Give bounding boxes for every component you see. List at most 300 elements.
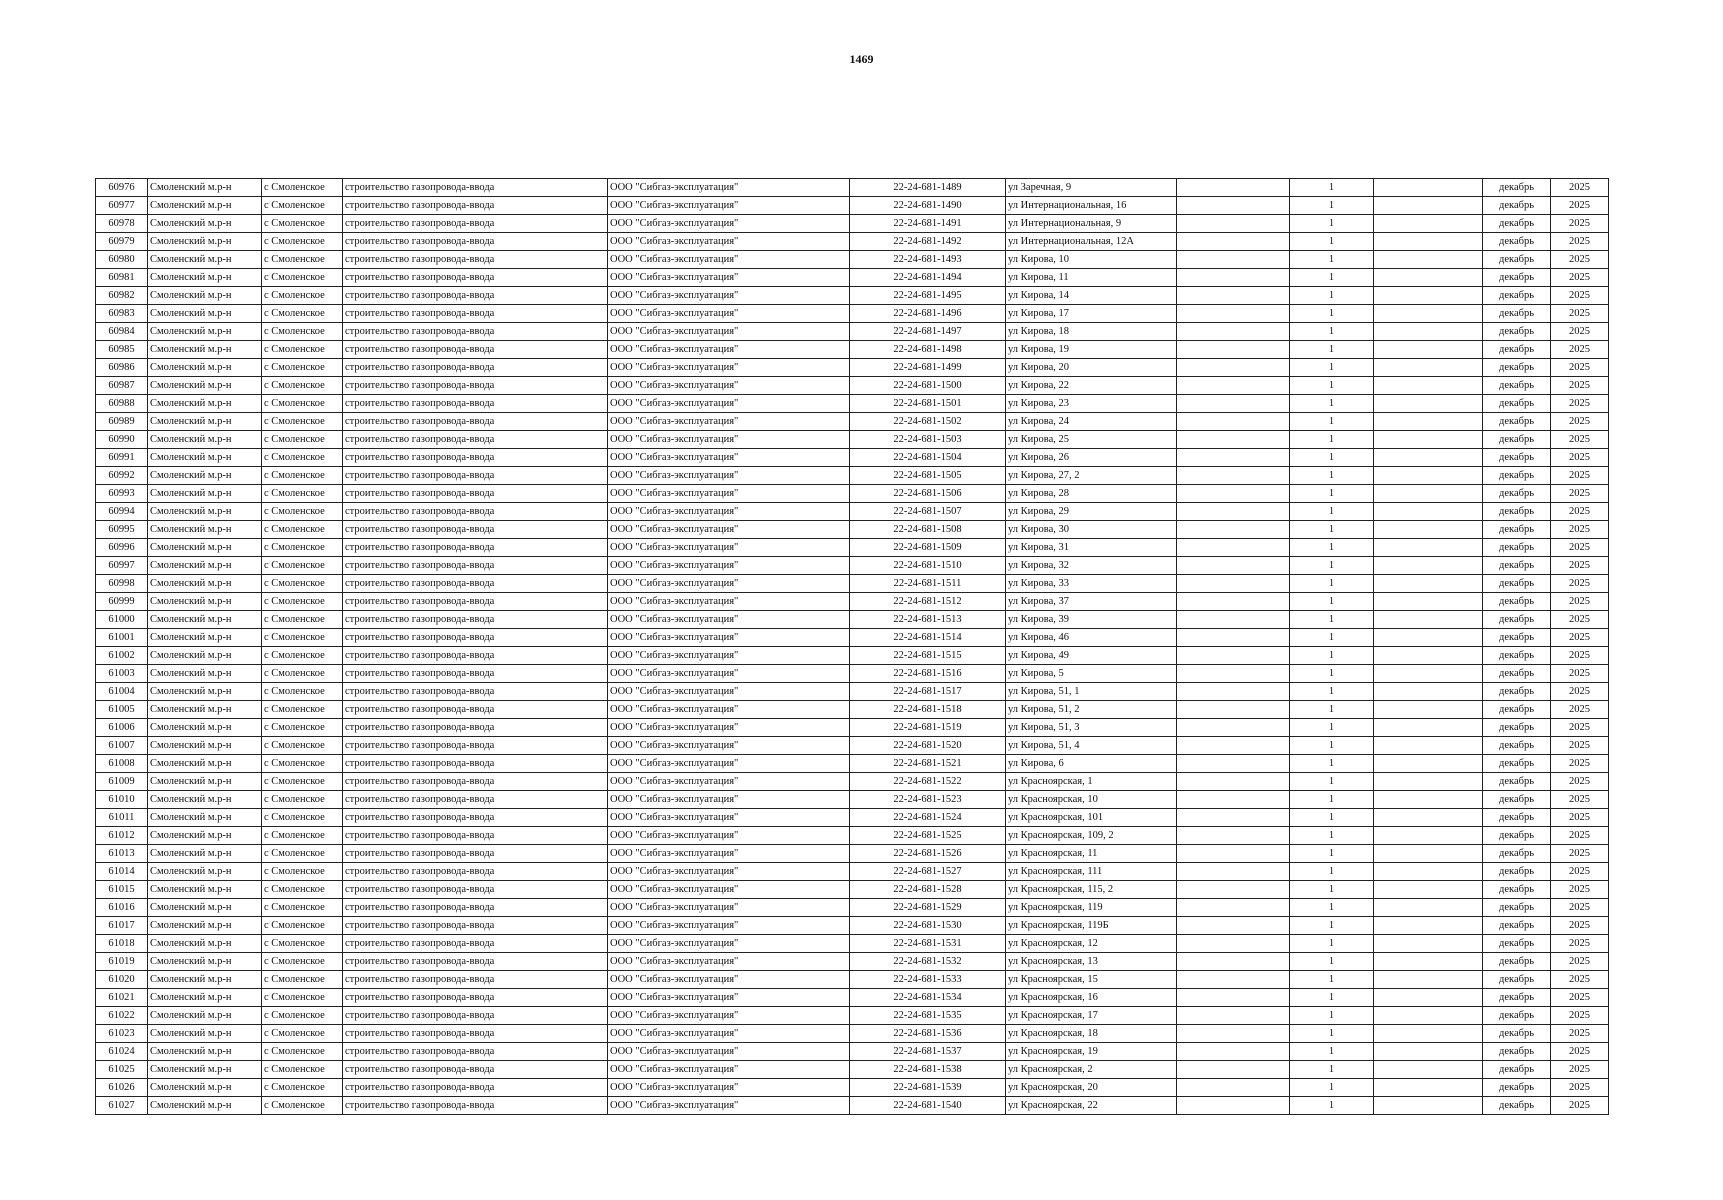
- address-cell: ул Кирова, 51, 2: [1006, 701, 1177, 719]
- district-cell: Смоленский м.р-н: [148, 1007, 262, 1025]
- note-cell: [1374, 773, 1483, 791]
- organization-cell: ООО "Сибгаз-эксплуатация": [608, 647, 850, 665]
- month-cell: декабрь: [1483, 701, 1551, 719]
- district-cell: Смоленский м.р-н: [148, 395, 262, 413]
- work-type-cell: строительство газопровода-ввода: [343, 449, 608, 467]
- extra-cell: [1177, 215, 1290, 233]
- organization-cell: ООО "Сибгаз-эксплуатация": [608, 953, 850, 971]
- extra-cell: [1177, 539, 1290, 557]
- organization-cell: ООО "Сибгаз-эксплуатация": [608, 431, 850, 449]
- district-cell: Смоленский м.р-н: [148, 989, 262, 1007]
- page-number: 1469: [849, 52, 874, 66]
- organization-cell: ООО "Сибгаз-эксплуатация": [608, 755, 850, 773]
- table-row: [96, 1061, 1609, 1079]
- object-code-cell: 22-24-681-1514: [850, 629, 1006, 647]
- work-type-cell: строительство газопровода-ввода: [343, 521, 608, 539]
- organization-cell: ООО "Сибгаз-эксплуатация": [608, 665, 850, 683]
- settlement-cell: с Смоленское: [262, 935, 343, 953]
- organization-cell: ООО "Сибгаз-эксплуатация": [608, 269, 850, 287]
- note-cell: [1374, 809, 1483, 827]
- work-type-cell: строительство газопровода-ввода: [343, 791, 608, 809]
- address-cell: ул Красноярская, 12: [1006, 935, 1177, 953]
- extra-cell: [1177, 305, 1290, 323]
- month-cell: декабрь: [1483, 575, 1551, 593]
- settlement-cell: с Смоленское: [262, 1079, 343, 1097]
- organization-cell: ООО "Сибгаз-эксплуатация": [608, 557, 850, 575]
- settlement-cell: с Смоленское: [262, 521, 343, 539]
- year-cell: 2025: [1551, 449, 1609, 467]
- settlement-cell: с Смоленское: [262, 737, 343, 755]
- district-cell: Смоленский м.р-н: [148, 593, 262, 611]
- settlement-cell: с Смоленское: [262, 197, 343, 215]
- address-cell: ул Красноярская, 10: [1006, 791, 1177, 809]
- object-code-cell: 22-24-681-1522: [850, 773, 1006, 791]
- organization-cell: ООО "Сибгаз-эксплуатация": [608, 899, 850, 917]
- month-cell: декабрь: [1483, 971, 1551, 989]
- object-code-cell: 22-24-681-1532: [850, 953, 1006, 971]
- year-cell: 2025: [1551, 809, 1609, 827]
- organization-cell: ООО "Сибгаз-эксплуатация": [608, 341, 850, 359]
- extra-cell: [1177, 485, 1290, 503]
- month-cell: декабрь: [1483, 197, 1551, 215]
- address-cell: ул Кирова, 10: [1006, 251, 1177, 269]
- table-row: [96, 1079, 1609, 1097]
- note-cell: [1374, 575, 1483, 593]
- note-cell: [1374, 899, 1483, 917]
- row-number-cell: 61022: [96, 1007, 148, 1025]
- district-cell: Смоленский м.р-н: [148, 971, 262, 989]
- district-cell: Смоленский м.р-н: [148, 719, 262, 737]
- quantity-cell: 1: [1290, 287, 1374, 305]
- note-cell: [1374, 683, 1483, 701]
- settlement-cell: с Смоленское: [262, 1061, 343, 1079]
- year-cell: 2025: [1551, 179, 1609, 197]
- year-cell: 2025: [1551, 611, 1609, 629]
- row-number-cell: 61026: [96, 1079, 148, 1097]
- settlement-cell: с Смоленское: [262, 413, 343, 431]
- row-number-cell: 60977: [96, 197, 148, 215]
- work-type-cell: строительство газопровода-ввода: [343, 629, 608, 647]
- work-type-cell: строительство газопровода-ввода: [343, 215, 608, 233]
- year-cell: 2025: [1551, 557, 1609, 575]
- settlement-cell: с Смоленское: [262, 431, 343, 449]
- note-cell: [1374, 1007, 1483, 1025]
- settlement-cell: с Смоленское: [262, 215, 343, 233]
- settlement-cell: с Смоленское: [262, 611, 343, 629]
- month-cell: декабрь: [1483, 359, 1551, 377]
- work-type-cell: строительство газопровода-ввода: [343, 881, 608, 899]
- row-number-cell: 61017: [96, 917, 148, 935]
- address-cell: ул Красноярская, 119: [1006, 899, 1177, 917]
- month-cell: декабрь: [1483, 323, 1551, 341]
- month-cell: декабрь: [1483, 431, 1551, 449]
- table-row: [96, 539, 1609, 557]
- district-cell: Смоленский м.р-н: [148, 845, 262, 863]
- settlement-cell: с Смоленское: [262, 377, 343, 395]
- month-cell: декабрь: [1483, 1007, 1551, 1025]
- table-row: [96, 449, 1609, 467]
- address-cell: ул Красноярская, 16: [1006, 989, 1177, 1007]
- quantity-cell: 1: [1290, 935, 1374, 953]
- note-cell: [1374, 449, 1483, 467]
- table-row: [96, 773, 1609, 791]
- settlement-cell: с Смоленское: [262, 989, 343, 1007]
- quantity-cell: 1: [1290, 863, 1374, 881]
- district-cell: Смоленский м.р-н: [148, 827, 262, 845]
- month-cell: декабрь: [1483, 179, 1551, 197]
- work-type-cell: строительство газопровода-ввода: [343, 809, 608, 827]
- table-row: [96, 197, 1609, 215]
- month-cell: декабрь: [1483, 539, 1551, 557]
- extra-cell: [1177, 953, 1290, 971]
- work-type-cell: строительство газопровода-ввода: [343, 1025, 608, 1043]
- row-number-cell: 60992: [96, 467, 148, 485]
- organization-cell: ООО "Сибгаз-эксплуатация": [608, 233, 850, 251]
- extra-cell: [1177, 755, 1290, 773]
- row-number-cell: 60981: [96, 269, 148, 287]
- settlement-cell: с Смоленское: [262, 647, 343, 665]
- note-cell: [1374, 467, 1483, 485]
- organization-cell: ООО "Сибгаз-эксплуатация": [608, 305, 850, 323]
- quantity-cell: 1: [1290, 377, 1374, 395]
- quantity-cell: 1: [1290, 827, 1374, 845]
- row-number-cell: 60979: [96, 233, 148, 251]
- row-number-cell: 61009: [96, 773, 148, 791]
- object-code-cell: 22-24-681-1490: [850, 197, 1006, 215]
- year-cell: 2025: [1551, 197, 1609, 215]
- object-code-cell: 22-24-681-1515: [850, 647, 1006, 665]
- address-cell: ул Интернациональная, 9: [1006, 215, 1177, 233]
- organization-cell: ООО "Сибгаз-эксплуатация": [608, 1025, 850, 1043]
- table-row: [96, 737, 1609, 755]
- address-cell: ул Кирова, 14: [1006, 287, 1177, 305]
- quantity-cell: 1: [1290, 737, 1374, 755]
- register-table: [95, 178, 1609, 1115]
- month-cell: декабрь: [1483, 935, 1551, 953]
- table-row: [96, 467, 1609, 485]
- object-code-cell: 22-24-681-1492: [850, 233, 1006, 251]
- organization-cell: ООО "Сибгаз-эксплуатация": [608, 737, 850, 755]
- quantity-cell: 1: [1290, 539, 1374, 557]
- year-cell: 2025: [1551, 971, 1609, 989]
- extra-cell: [1177, 899, 1290, 917]
- address-cell: ул Кирова, 51, 4: [1006, 737, 1177, 755]
- address-cell: ул Кирова, 6: [1006, 755, 1177, 773]
- object-code-cell: 22-24-681-1539: [850, 1079, 1006, 1097]
- district-cell: Смоленский м.р-н: [148, 863, 262, 881]
- row-number-cell: 61001: [96, 629, 148, 647]
- table-row: [96, 413, 1609, 431]
- work-type-cell: строительство газопровода-ввода: [343, 647, 608, 665]
- work-type-cell: строительство газопровода-ввода: [343, 503, 608, 521]
- object-code-cell: 22-24-681-1530: [850, 917, 1006, 935]
- table-row: [96, 431, 1609, 449]
- extra-cell: [1177, 557, 1290, 575]
- district-cell: Смоленский м.р-н: [148, 1061, 262, 1079]
- year-cell: 2025: [1551, 431, 1609, 449]
- extra-cell: [1177, 773, 1290, 791]
- organization-cell: ООО "Сибгаз-эксплуатация": [608, 863, 850, 881]
- object-code-cell: 22-24-681-1538: [850, 1061, 1006, 1079]
- address-cell: ул Красноярская, 17: [1006, 1007, 1177, 1025]
- address-cell: ул Кирова, 32: [1006, 557, 1177, 575]
- month-cell: декабрь: [1483, 215, 1551, 233]
- organization-cell: ООО "Сибгаз-эксплуатация": [608, 287, 850, 305]
- object-code-cell: 22-24-681-1513: [850, 611, 1006, 629]
- organization-cell: ООО "Сибгаз-эксплуатация": [608, 791, 850, 809]
- district-cell: Смоленский м.р-н: [148, 377, 262, 395]
- district-cell: Смоленский м.р-н: [148, 269, 262, 287]
- work-type-cell: строительство газопровода-ввода: [343, 899, 608, 917]
- organization-cell: ООО "Сибгаз-эксплуатация": [608, 467, 850, 485]
- district-cell: Смоленский м.р-н: [148, 773, 262, 791]
- row-number-cell: 61008: [96, 755, 148, 773]
- month-cell: декабрь: [1483, 467, 1551, 485]
- table-row: [96, 215, 1609, 233]
- row-number-cell: 60978: [96, 215, 148, 233]
- quantity-cell: 1: [1290, 557, 1374, 575]
- month-cell: декабрь: [1483, 773, 1551, 791]
- table-row: [96, 611, 1609, 629]
- address-cell: ул Кирова, 46: [1006, 629, 1177, 647]
- object-code-cell: 22-24-681-1536: [850, 1025, 1006, 1043]
- year-cell: 2025: [1551, 305, 1609, 323]
- month-cell: декабрь: [1483, 503, 1551, 521]
- organization-cell: ООО "Сибгаз-эксплуатация": [608, 539, 850, 557]
- object-code-cell: 22-24-681-1512: [850, 593, 1006, 611]
- row-number-cell: 61000: [96, 611, 148, 629]
- quantity-cell: 1: [1290, 449, 1374, 467]
- organization-cell: ООО "Сибгаз-эксплуатация": [608, 629, 850, 647]
- extra-cell: [1177, 1061, 1290, 1079]
- quantity-cell: 1: [1290, 269, 1374, 287]
- address-cell: ул Кирова, 23: [1006, 395, 1177, 413]
- settlement-cell: с Смоленское: [262, 863, 343, 881]
- extra-cell: [1177, 845, 1290, 863]
- address-cell: ул Кирова, 18: [1006, 323, 1177, 341]
- district-cell: Смоленский м.р-н: [148, 413, 262, 431]
- district-cell: Смоленский м.р-н: [148, 503, 262, 521]
- object-code-cell: 22-24-681-1494: [850, 269, 1006, 287]
- extra-cell: [1177, 179, 1290, 197]
- work-type-cell: строительство газопровода-ввода: [343, 593, 608, 611]
- object-code-cell: 22-24-681-1503: [850, 431, 1006, 449]
- address-cell: ул Кирова, 51, 3: [1006, 719, 1177, 737]
- settlement-cell: с Смоленское: [262, 467, 343, 485]
- row-number-cell: 60980: [96, 251, 148, 269]
- year-cell: 2025: [1551, 503, 1609, 521]
- object-code-cell: 22-24-681-1497: [850, 323, 1006, 341]
- work-type-cell: строительство газопровода-ввода: [343, 701, 608, 719]
- table-row: [96, 503, 1609, 521]
- settlement-cell: с Смоленское: [262, 485, 343, 503]
- note-cell: [1374, 377, 1483, 395]
- address-cell: ул Кирова, 11: [1006, 269, 1177, 287]
- organization-cell: ООО "Сибгаз-эксплуатация": [608, 773, 850, 791]
- month-cell: декабрь: [1483, 395, 1551, 413]
- quantity-cell: 1: [1290, 1007, 1374, 1025]
- quantity-cell: 1: [1290, 575, 1374, 593]
- row-number-cell: 60982: [96, 287, 148, 305]
- year-cell: 2025: [1551, 935, 1609, 953]
- table-row: [96, 917, 1609, 935]
- organization-cell: ООО "Сибгаз-эксплуатация": [608, 989, 850, 1007]
- row-number-cell: 61025: [96, 1061, 148, 1079]
- month-cell: декабрь: [1483, 413, 1551, 431]
- quantity-cell: 1: [1290, 1025, 1374, 1043]
- month-cell: декабрь: [1483, 1061, 1551, 1079]
- extra-cell: [1177, 521, 1290, 539]
- quantity-cell: 1: [1290, 503, 1374, 521]
- table-row: [96, 701, 1609, 719]
- extra-cell: [1177, 269, 1290, 287]
- row-number-cell: 61019: [96, 953, 148, 971]
- month-cell: декабрь: [1483, 953, 1551, 971]
- table-row: [96, 683, 1609, 701]
- note-cell: [1374, 989, 1483, 1007]
- row-number-cell: 61005: [96, 701, 148, 719]
- year-cell: 2025: [1551, 719, 1609, 737]
- row-number-cell: 60997: [96, 557, 148, 575]
- address-cell: ул Кирова, 29: [1006, 503, 1177, 521]
- work-type-cell: строительство газопровода-ввода: [343, 971, 608, 989]
- row-number-cell: 61027: [96, 1097, 148, 1115]
- address-cell: ул Кирова, 33: [1006, 575, 1177, 593]
- object-code-cell: 22-24-681-1528: [850, 881, 1006, 899]
- row-number-cell: 61016: [96, 899, 148, 917]
- quantity-cell: 1: [1290, 521, 1374, 539]
- month-cell: декабрь: [1483, 485, 1551, 503]
- year-cell: 2025: [1551, 773, 1609, 791]
- table-row: [96, 593, 1609, 611]
- work-type-cell: строительство газопровода-ввода: [343, 737, 608, 755]
- address-cell: ул Кирова, 49: [1006, 647, 1177, 665]
- table-row: [96, 1097, 1609, 1115]
- extra-cell: [1177, 665, 1290, 683]
- organization-cell: ООО "Сибгаз-эксплуатация": [608, 971, 850, 989]
- settlement-cell: с Смоленское: [262, 629, 343, 647]
- work-type-cell: строительство газопровода-ввода: [343, 683, 608, 701]
- organization-cell: ООО "Сибгаз-эксплуатация": [608, 1097, 850, 1115]
- object-code-cell: 22-24-681-1540: [850, 1097, 1006, 1115]
- extra-cell: [1177, 593, 1290, 611]
- address-cell: ул Кирова, 5: [1006, 665, 1177, 683]
- address-cell: ул Красноярская, 11: [1006, 845, 1177, 863]
- object-code-cell: 22-24-681-1511: [850, 575, 1006, 593]
- extra-cell: [1177, 809, 1290, 827]
- work-type-cell: строительство газопровода-ввода: [343, 305, 608, 323]
- note-cell: [1374, 503, 1483, 521]
- district-cell: Смоленский м.р-н: [148, 449, 262, 467]
- month-cell: декабрь: [1483, 377, 1551, 395]
- settlement-cell: с Смоленское: [262, 503, 343, 521]
- month-cell: декабрь: [1483, 791, 1551, 809]
- settlement-cell: с Смоленское: [262, 269, 343, 287]
- year-cell: 2025: [1551, 1061, 1609, 1079]
- month-cell: декабрь: [1483, 665, 1551, 683]
- year-cell: 2025: [1551, 359, 1609, 377]
- work-type-cell: строительство газопровода-ввода: [343, 323, 608, 341]
- work-type-cell: строительство газопровода-ввода: [343, 773, 608, 791]
- note-cell: [1374, 647, 1483, 665]
- address-cell: ул Красноярская, 15: [1006, 971, 1177, 989]
- quantity-cell: 1: [1290, 305, 1374, 323]
- row-number-cell: 60989: [96, 413, 148, 431]
- district-cell: Смоленский м.р-н: [148, 215, 262, 233]
- table-row: [96, 323, 1609, 341]
- object-code-cell: 22-24-681-1518: [850, 701, 1006, 719]
- note-cell: [1374, 215, 1483, 233]
- quantity-cell: 1: [1290, 1097, 1374, 1115]
- work-type-cell: строительство газопровода-ввода: [343, 611, 608, 629]
- month-cell: декабрь: [1483, 845, 1551, 863]
- work-type-cell: строительство газопровода-ввода: [343, 485, 608, 503]
- organization-cell: ООО "Сибгаз-эксплуатация": [608, 827, 850, 845]
- work-type-cell: строительство газопровода-ввода: [343, 179, 608, 197]
- object-code-cell: 22-24-681-1493: [850, 251, 1006, 269]
- object-code-cell: 22-24-681-1504: [850, 449, 1006, 467]
- table-row: [96, 395, 1609, 413]
- note-cell: [1374, 917, 1483, 935]
- organization-cell: ООО "Сибгаз-эксплуатация": [608, 323, 850, 341]
- row-number-cell: 61020: [96, 971, 148, 989]
- year-cell: 2025: [1551, 863, 1609, 881]
- quantity-cell: 1: [1290, 845, 1374, 863]
- note-cell: [1374, 197, 1483, 215]
- extra-cell: [1177, 1043, 1290, 1061]
- quantity-cell: 1: [1290, 1061, 1374, 1079]
- address-cell: ул Кирова, 31: [1006, 539, 1177, 557]
- object-code-cell: 22-24-681-1500: [850, 377, 1006, 395]
- note-cell: [1374, 1061, 1483, 1079]
- organization-cell: ООО "Сибгаз-эксплуатация": [608, 521, 850, 539]
- table-row: [96, 647, 1609, 665]
- object-code-cell: 22-24-681-1510: [850, 557, 1006, 575]
- row-number-cell: 60984: [96, 323, 148, 341]
- month-cell: декабрь: [1483, 737, 1551, 755]
- month-cell: декабрь: [1483, 341, 1551, 359]
- district-cell: Смоленский м.р-н: [148, 233, 262, 251]
- year-cell: 2025: [1551, 287, 1609, 305]
- year-cell: 2025: [1551, 683, 1609, 701]
- row-number-cell: 61010: [96, 791, 148, 809]
- address-cell: ул Кирова, 19: [1006, 341, 1177, 359]
- quantity-cell: 1: [1290, 413, 1374, 431]
- month-cell: декабрь: [1483, 1079, 1551, 1097]
- work-type-cell: строительство газопровода-ввода: [343, 467, 608, 485]
- year-cell: 2025: [1551, 737, 1609, 755]
- extra-cell: [1177, 701, 1290, 719]
- extra-cell: [1177, 449, 1290, 467]
- address-cell: ул Красноярская, 20: [1006, 1079, 1177, 1097]
- settlement-cell: с Смоленское: [262, 665, 343, 683]
- extra-cell: [1177, 413, 1290, 431]
- work-type-cell: строительство газопровода-ввода: [343, 341, 608, 359]
- district-cell: Смоленский м.р-н: [148, 737, 262, 755]
- row-number-cell: 61014: [96, 863, 148, 881]
- district-cell: Смоленский м.р-н: [148, 323, 262, 341]
- district-cell: Смоленский м.р-н: [148, 341, 262, 359]
- quantity-cell: 1: [1290, 881, 1374, 899]
- month-cell: декабрь: [1483, 233, 1551, 251]
- address-cell: ул Кирова, 20: [1006, 359, 1177, 377]
- year-cell: 2025: [1551, 899, 1609, 917]
- extra-cell: [1177, 683, 1290, 701]
- month-cell: декабрь: [1483, 809, 1551, 827]
- note-cell: [1374, 341, 1483, 359]
- quantity-cell: 1: [1290, 953, 1374, 971]
- year-cell: 2025: [1551, 701, 1609, 719]
